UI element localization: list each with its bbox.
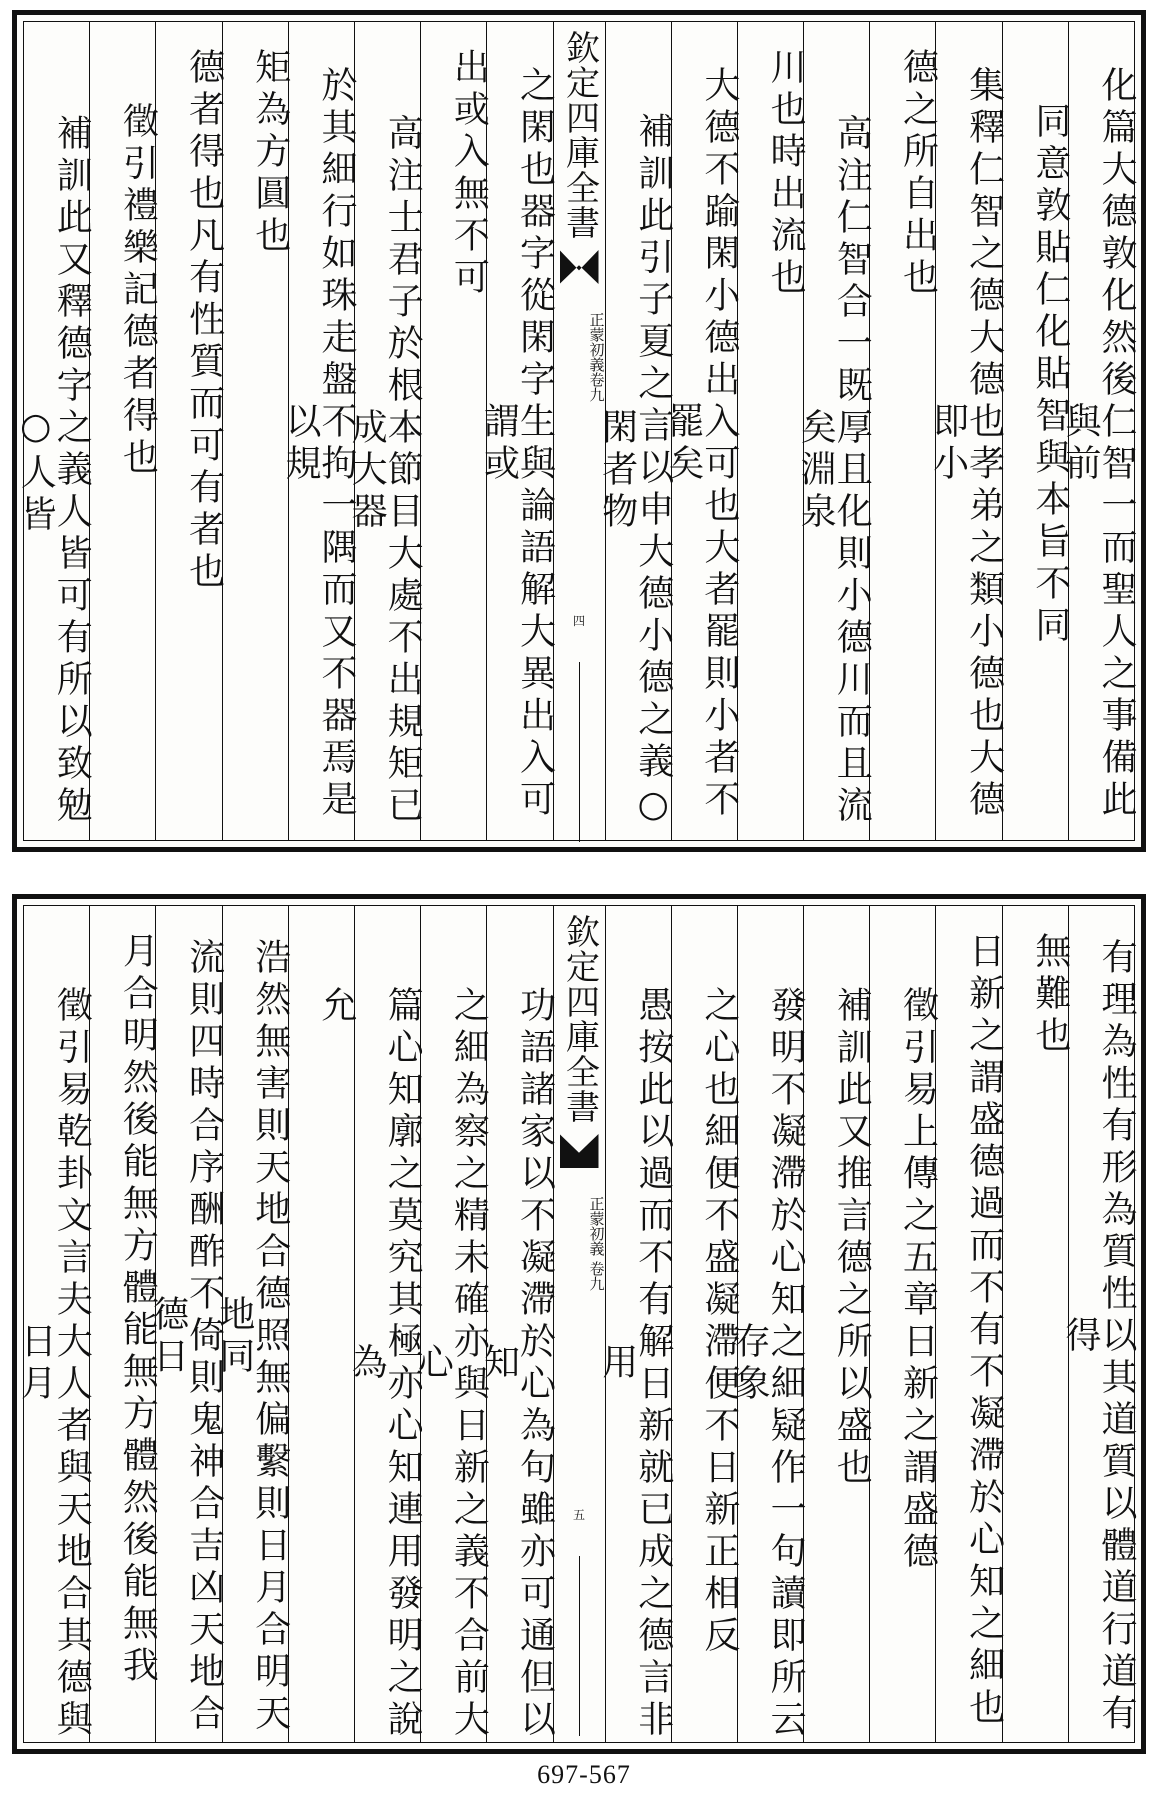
book-name: 正蒙初義 [587,312,606,372]
center-column [553,906,605,1742]
text-column [213,906,291,1742]
column-text: 發明不凝滯於心知之細疑作一句讀即所云存象 [729,986,807,1742]
column-text: 同意敦貼仁化貼智與本旨不同 [1029,102,1071,648]
text-column [147,906,225,1742]
book-title: 欽定四庫全書 [559,30,600,240]
text-column [795,22,873,840]
center-rule [579,662,581,842]
text-column [803,906,873,1742]
bottom-page [12,894,1146,1754]
column-text: 於其細行如珠走盤不拘一隅而又不器焉是以規 [279,66,357,822]
column-text: 浩然無害則天地合德照無偏繫則日月合明天地同 [213,938,291,1736]
fish-tail-mark-icon [560,250,599,284]
top-page-frame [15,21,1137,841]
column-text: 補訓此又推言德之所以盛也 [831,986,873,1490]
text-column [662,22,740,840]
text-column [288,906,357,1742]
volume-label: 卷九 [587,372,606,402]
column-text: 功語諸家以不凝滯於心為句雖亦可通但以知 [478,986,556,1742]
column-text: 之心也細便不盛凝滯便不日新正相反 [698,986,740,1658]
column-text: 高注士君子於根本節目大處不出規矩已成大器 [346,114,424,828]
text-column [927,22,1005,840]
column-text: 補訓此又釋德字之義人皆可有所以致勉○人皆 [15,114,93,828]
text-column [15,906,93,1742]
volume-label: 卷九 [587,1261,606,1291]
fish-tail-mark-icon [560,1134,599,1168]
column-text: 大德不踰閑小德出入可也大者罷則小者不罷矣 [662,66,740,822]
column-text: 德之所自出也 [897,48,939,300]
column-text: 補訓此引子夏之言以申大德小德之義○閑者物 [596,111,674,831]
top-page-columns [15,22,1137,840]
column-text: 有理為性有形為質性以其道質以體道行道有得 [1060,938,1137,1736]
text-column [89,906,159,1742]
page-number: 四 [572,614,585,628]
column-text: 允 [315,986,357,1028]
text-column [869,906,939,1742]
text-column [222,22,291,840]
text-column [869,22,939,840]
column-text: 愚按此以過而不有解日新就已成之德言非用 [596,986,674,1742]
column-text: 川也時出流也 [765,48,807,300]
text-column [737,22,807,840]
text-column [478,22,556,840]
column-text: 徵引禮樂記德者得也 [117,102,159,480]
column-text: 流則四時合序酬酢不倚則鬼神合吉凶天地合德日 [147,938,225,1736]
top-page [12,10,1146,852]
column-text: 徵引易上傳之五章日新之謂盛德 [897,986,939,1574]
text-column [1002,22,1071,840]
column-text: 日新之謂盛德過而不有不凝滯於心知之細也 [963,932,1005,1730]
book-title: 欽定四庫全書 [559,914,600,1124]
column-text: 無難也 [1029,932,1071,1058]
column-text: 月合明然後能無方體能無方體然後能無我 [117,932,159,1688]
text-column [478,906,556,1742]
bottom-page-frame [15,905,1137,1743]
text-column [346,22,424,840]
column-text: 篇心知廓之莫究其極亦心知連用發明之說為 [346,986,424,1742]
text-column [15,22,93,840]
text-column [155,22,225,840]
bottom-page-columns [15,906,1137,1742]
text-column [1002,906,1071,1742]
book-name: 正蒙初義 [587,1196,606,1256]
center-rule [579,1556,581,1736]
footer-page-label: 697-567 [537,1760,631,1789]
column-text: 之閑也器字從閑字生與論語解大異出入可謂或 [478,66,556,822]
text-column [412,906,490,1742]
text-column [279,22,357,840]
text-column [1060,906,1137,1742]
text-column [1060,22,1137,840]
column-text: 矩為方圓也 [249,48,291,258]
text-column [671,906,740,1742]
center-column [553,22,605,840]
text-column [346,906,424,1742]
column-text: 高注仁智合一既厚且化則小德川而且流矣淵泉 [795,114,873,828]
column-text: 之細為察之精未確亦與日新之義不合前大心 [412,986,490,1742]
column-text: 徵引易乾卦文言夫大人者與天地合其德與日月 [15,986,93,1742]
column-text: 德者得也凡有性質而可有者也 [183,48,225,594]
text-column [89,22,159,840]
text-column [935,906,1005,1742]
column-text: 化篇大德敦化然後仁智一而聖人之事備此與前 [1060,66,1137,822]
column-text: 出或入無不可 [448,48,490,300]
page-number: 五 [572,1508,585,1522]
text-column [420,22,490,840]
text-column [729,906,807,1742]
column-text: 集釋仁智之德大德也孝弟之類小德也大德即小 [927,66,1005,822]
